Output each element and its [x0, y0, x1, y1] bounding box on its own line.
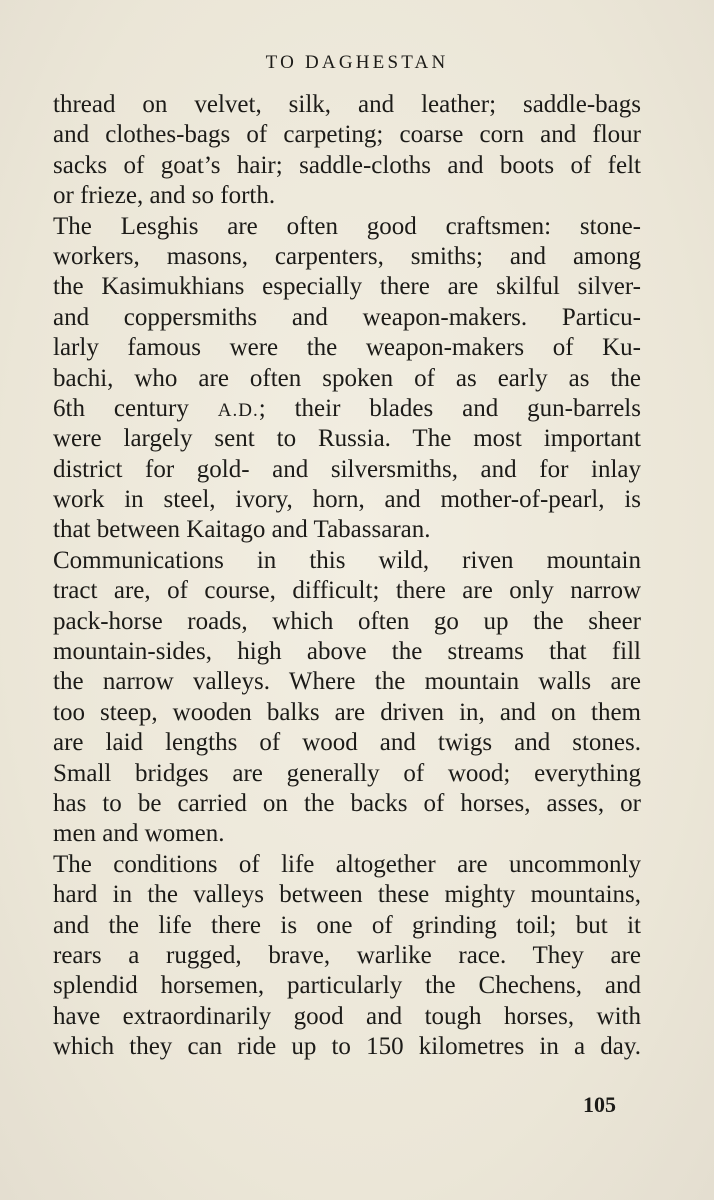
text-line: mountain-sides, high above the streams that fill	[53, 638, 641, 666]
text-line: tract are, of course, difficult; there are only narrow	[53, 577, 641, 605]
text-line: and the life there is one of grinding toil; but it	[53, 911, 641, 939]
text-line: sacks of goat’s hair; saddle-cloths and boots of felt	[53, 151, 641, 179]
text-line: have extraordinarily good and tough horses, with	[53, 1002, 641, 1030]
text-line: pack-horse roads, which often go up the sheer	[53, 607, 641, 635]
body-text	[53, 90, 641, 1063]
text-line: 6th century A.D.; their blades and gun-barrels	[53, 394, 641, 422]
text-line: too steep, wooden balks are driven in, and on them	[53, 698, 641, 726]
text-line: that between Kaitago and Tabassaran.	[53, 516, 431, 544]
text-line: district for gold- and silversmiths, and for inlay	[53, 455, 641, 483]
text-line: work in steel, ivory, horn, and mother-of-pearl, is	[53, 486, 641, 514]
text-line: were largely sent to Russia. The most important	[53, 425, 641, 453]
text-line: thread on velvet, silk, and leather; saddle-bags	[53, 91, 641, 118]
text-line: or frieze, and so forth.	[53, 182, 276, 210]
text-line: The conditions of life altogether are uncommonly	[53, 850, 641, 878]
text-line: bachi, who are often spoken of as early as the	[53, 364, 641, 392]
text-line: has to be carried on the backs of horses, asses, or	[53, 789, 641, 817]
text-line: the narrow valleys. Where the mountain walls are	[53, 668, 641, 696]
text-line: Communications in this wild, riven mountain	[53, 546, 641, 574]
text-line: which they can ride up to 150 kilometres in a day.	[53, 1033, 641, 1061]
text-line: hard in the valleys between these mighty mountains,	[53, 881, 641, 909]
text-line: and coppersmiths and weapon-makers. Particu-	[53, 303, 641, 331]
small-caps-text: A.D.	[217, 399, 259, 421]
text-line: rears a rugged, brave, warlike race. They are	[53, 941, 641, 969]
text-line: and clothes-bags of carpeting; coarse corn and flour	[53, 121, 641, 149]
text-line: are laid lengths of wood and twigs and stones.	[53, 729, 641, 757]
running-head: TO DAGHESTAN	[265, 52, 449, 73]
text-line: larly famous were the weapon-makers of Ku-	[53, 334, 641, 362]
text-line: Small bridges are generally of wood; everything	[53, 759, 641, 787]
text-line: workers, masons, carpenters, smiths; and among	[53, 242, 641, 270]
text-line: the Kasimukhians especially there are skilful silver-	[53, 273, 641, 301]
text-line: men and women.	[53, 820, 225, 848]
text-line: splendid horsemen, particularly the Chechens, and	[53, 972, 641, 1000]
text-line: The Lesghis are often good craftsmen: stone-	[53, 212, 641, 240]
page-number: 105	[583, 1092, 616, 1117]
